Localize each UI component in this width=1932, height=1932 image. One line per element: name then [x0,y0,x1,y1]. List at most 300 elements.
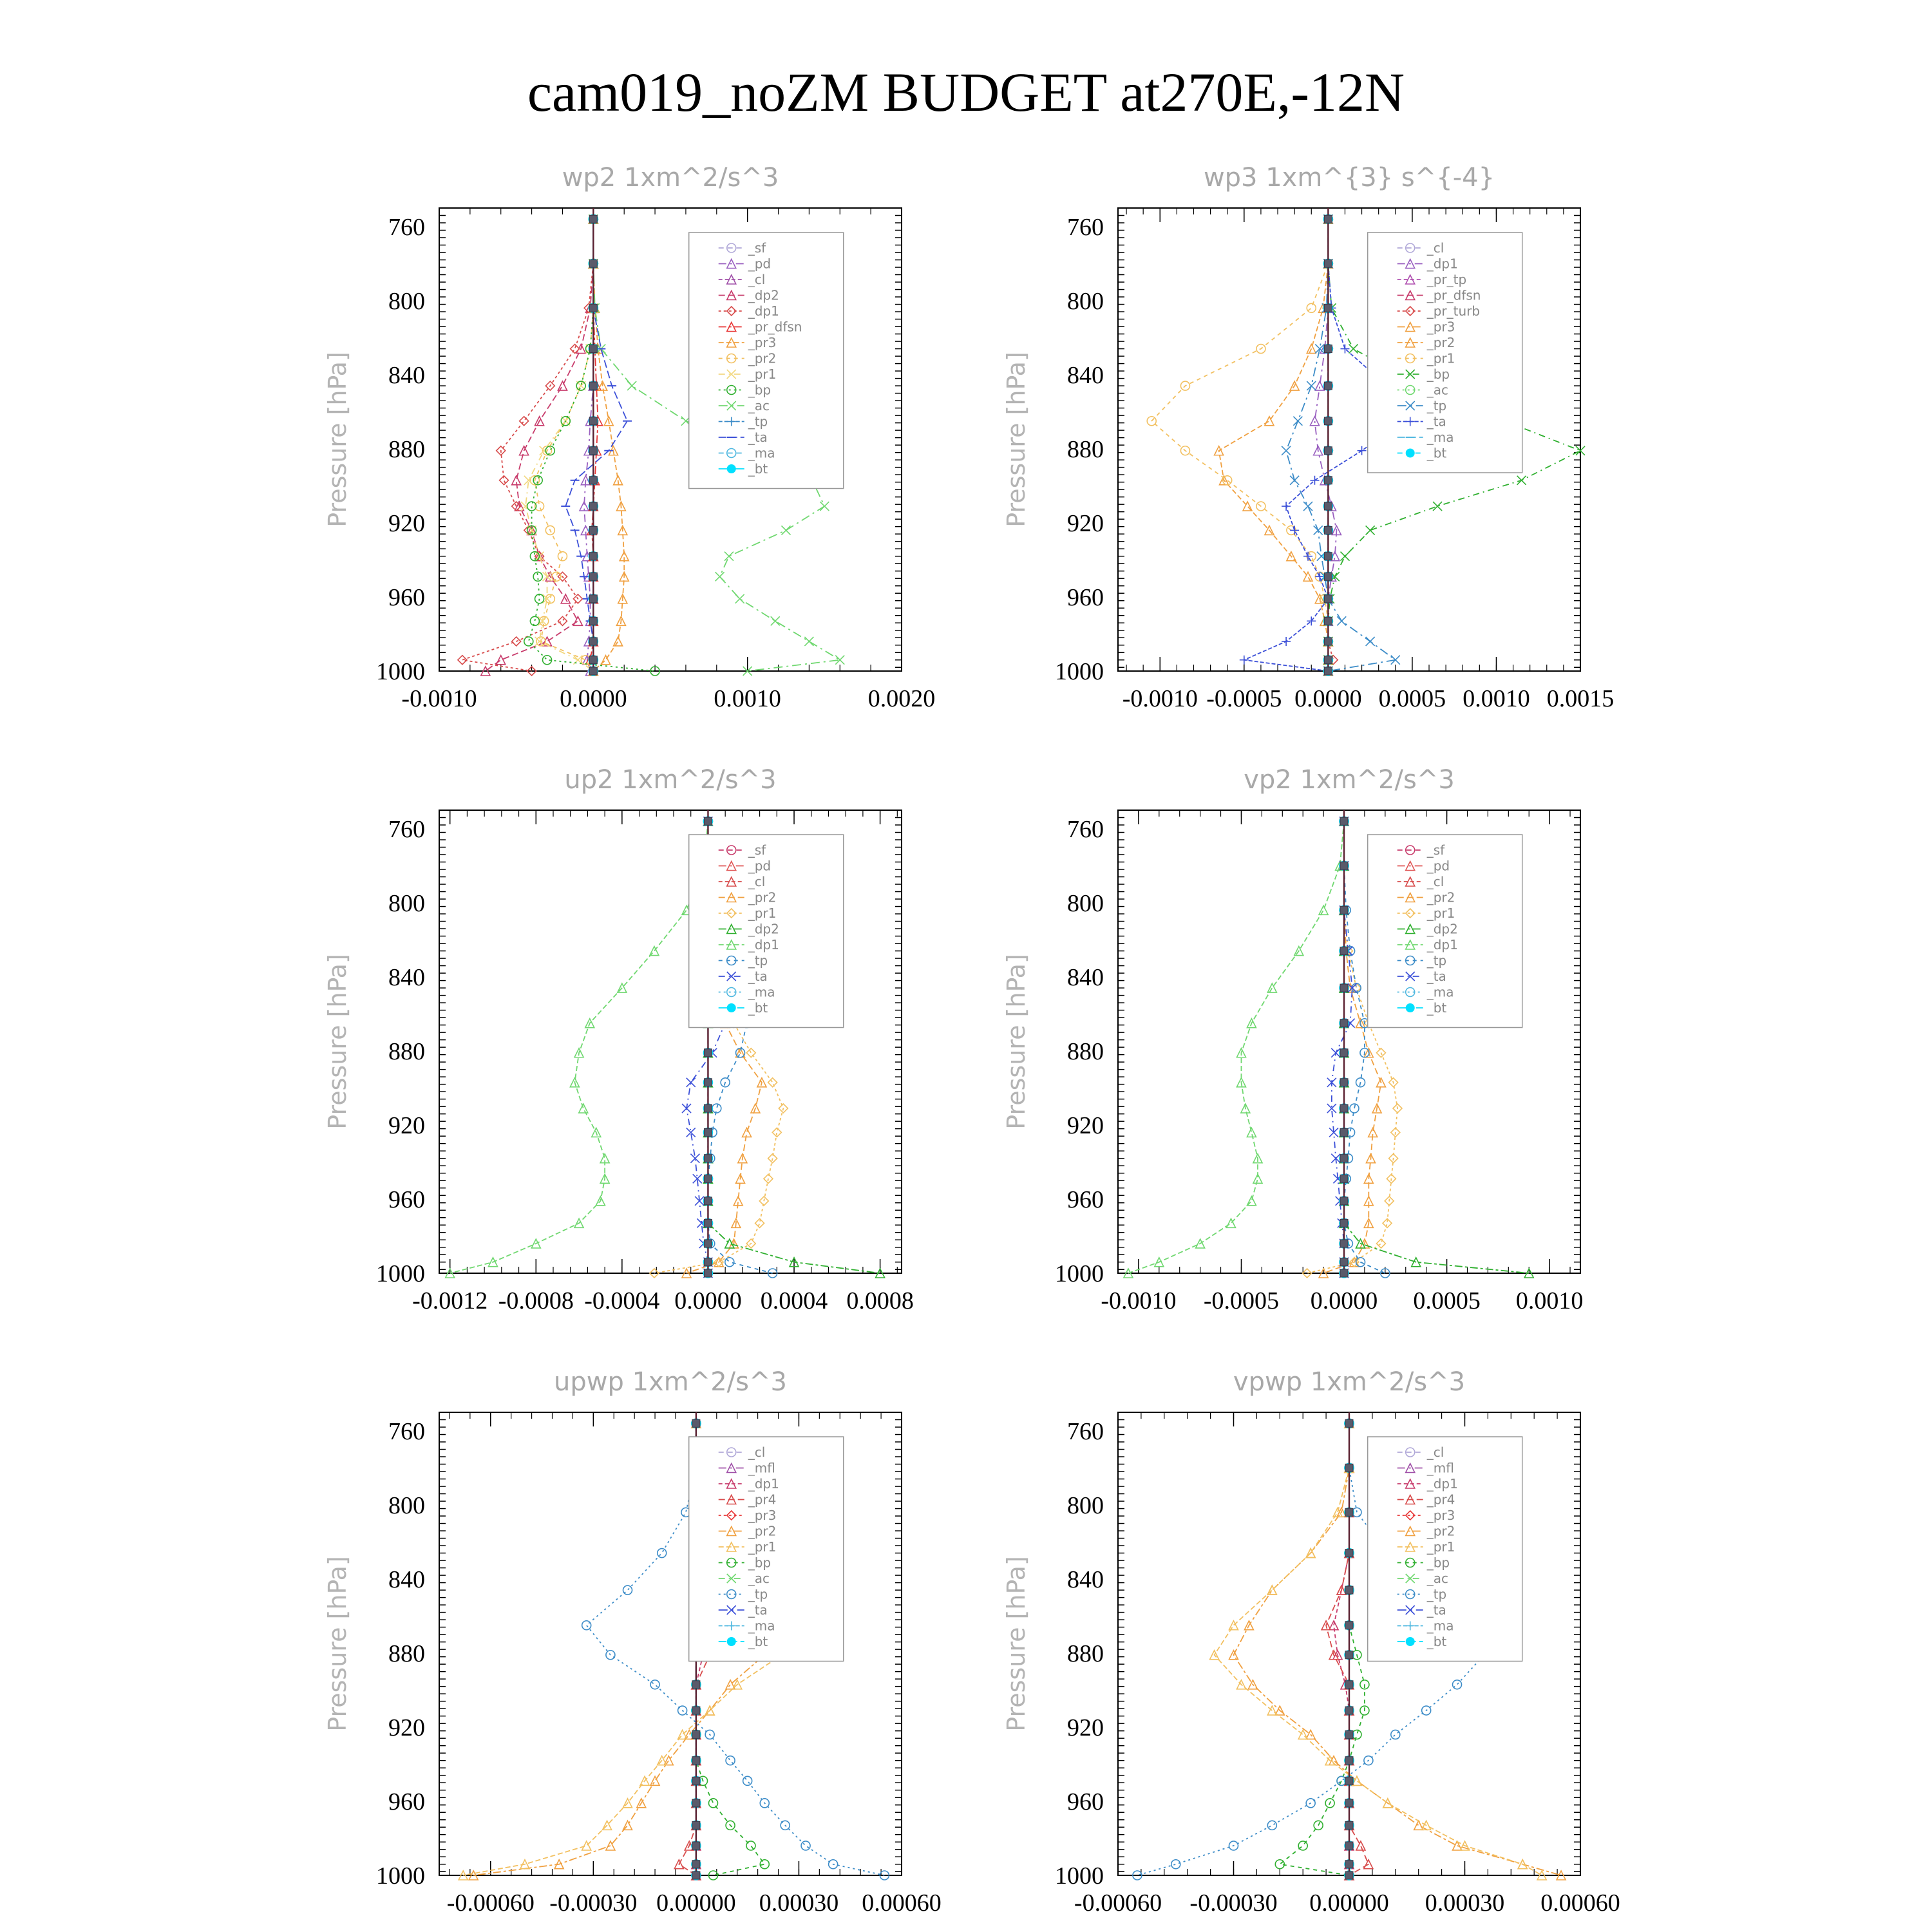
zero-marker [1340,1079,1348,1086]
legend-label: _dp1 [1426,1476,1458,1492]
y-tick-label: 1000 [1055,1862,1104,1889]
x-tick-label: 0.00030 [759,1889,839,1917]
legend-label: _ma [1426,430,1454,445]
zero-marker [692,1757,700,1765]
data-point [1366,526,1375,535]
data-point [1376,1239,1385,1248]
data-point [724,552,734,561]
data-point [1298,1841,1307,1850]
legend-label: _pr4 [748,1492,777,1508]
legend-label: _tp [1426,398,1447,413]
y-tick-label: 840 [388,1566,425,1593]
y-tick-label: 880 [388,1037,425,1065]
y-tick-label: 880 [388,435,425,463]
data-point [1293,417,1302,426]
data-point [1282,446,1291,455]
y-tick-label: 800 [1067,1492,1104,1519]
legend-label: _ta [1426,413,1446,430]
x-tick-label: 0.0020 [867,685,936,712]
y-tick-label: 960 [1067,1186,1104,1213]
legend-label: _tp [1426,1586,1447,1602]
y-tick-label: 880 [1067,435,1104,463]
y-tick-label: 880 [1067,1640,1104,1667]
legend-label: _pd [748,858,772,874]
x-tick-label: 0.0010 [1515,1287,1584,1314]
zero-marker [1345,1871,1353,1879]
zero-marker [1324,656,1332,664]
series-pr1 [1147,214,1332,676]
zero-marker [1340,1219,1348,1227]
data-point [1337,616,1346,625]
legend-label: _bt [1426,445,1447,461]
zero-marker [589,417,597,425]
zero-marker [692,1777,700,1785]
zero-marker [692,1861,700,1868]
y-tick-label: 1000 [1055,658,1104,685]
series-line [1128,821,1344,1273]
data-point [768,1078,777,1087]
data-point [743,1776,752,1785]
series-pr2 [1215,214,1333,676]
legend-label: _pr2 [1426,335,1455,350]
zero-marker [1345,1861,1353,1868]
data-point [1517,476,1526,485]
legend-label: _ma [748,984,775,1000]
x-tick-label: 0.0008 [846,1287,914,1314]
zero-marker [1340,1104,1348,1112]
zero-marker [589,260,597,267]
legend-label: _bp [748,1555,772,1571]
series-line [462,219,593,671]
zero-marker [704,1240,712,1247]
legend-label: _pr2 [748,889,777,905]
zero-marker [1345,1799,1353,1807]
data-point [520,417,529,426]
data-point [582,1621,591,1630]
data-point [1303,502,1312,511]
series-line [1151,219,1328,671]
legend-label: _bp [1426,1555,1450,1571]
data-point [497,656,506,665]
data-point [524,637,533,646]
data-point [1240,656,1249,665]
data-point [687,1078,696,1087]
zero-marker [1340,1049,1348,1057]
data-point [715,572,724,581]
data-point [801,1841,810,1850]
legend [689,232,844,489]
data-point [725,1258,734,1267]
legend-label: _pr1 [1426,350,1455,366]
legend-label: _mfl [748,1460,775,1476]
legend [689,1437,844,1662]
data-point [820,502,829,511]
legend-label: _sf [1426,842,1445,858]
y-tick-label: 880 [388,1640,425,1667]
data-point [1290,476,1299,485]
x-tick-label: 0.0010 [714,685,781,712]
x-tick-label: 0.0005 [1378,685,1446,712]
panel-title: upwp 1xm^2/s^3 [554,1367,787,1397]
y-tick-label: 920 [388,1112,425,1139]
y-tick-label: 840 [1067,963,1104,991]
legend-label: _ta [748,1602,768,1618]
data-point [726,1756,735,1765]
panel-1 [323,163,935,712]
x-tick-label: -0.0008 [498,1287,574,1314]
legend-marker [727,1003,736,1012]
panel-title: vpwp 1xm^2/s^3 [1233,1367,1466,1397]
legend-label: _dp1 [1426,256,1458,272]
panel-4 [1002,765,1583,1314]
zero-marker [1345,1707,1353,1714]
data-point [1340,552,1349,561]
y-tick-label: 760 [388,1417,425,1445]
zero-marker [1340,817,1348,825]
y-tick-label: 760 [388,213,425,241]
panel-title: wp3 1xm^{3} s^{-4} [1203,163,1495,193]
legend-label: _ma [1426,1618,1454,1634]
x-tick-label: 0.00060 [862,1889,942,1917]
data-point [1247,1128,1256,1137]
zero-marker [1345,1508,1353,1516]
legend-label: _pr3 [1426,1508,1455,1523]
legend-label: _bt [1426,1000,1447,1016]
legend-label: _dp2 [748,921,779,937]
zero-marker [1345,1842,1353,1850]
legend-label: _dp1 [748,303,779,319]
x-tick-label: 0.0004 [760,1287,828,1314]
zero-marker [1324,215,1332,223]
zero-marker [1324,417,1332,425]
data-point [558,616,567,625]
x-tick-label: 0.0015 [1546,685,1615,712]
data-point [573,616,582,625]
y-tick-label: 960 [1067,1788,1104,1815]
legend-label: _pr_dfsn [1426,287,1481,303]
zero-marker [1340,1155,1348,1162]
zero-marker [589,667,597,675]
y-tick-label: 960 [388,1186,425,1213]
data-point [760,1860,769,1869]
zero-marker [1345,1777,1353,1785]
data-point [552,572,561,581]
data-point [708,1799,717,1808]
zero-marker [1340,1269,1348,1277]
legend-label: _pr4 [1426,1492,1455,1508]
legend-label: _bt [748,461,768,477]
zero-marker [1340,1019,1348,1027]
data-point [1453,1680,1462,1689]
zero-marker [1324,638,1332,645]
data-point [746,1048,755,1057]
zero-marker [692,1419,700,1427]
figure-title: cam019_noZM BUDGET at270E,-12N [527,61,1405,123]
y-tick-label: 760 [1067,213,1104,241]
series-bp [1275,1419,1369,1880]
legend-label: _pr2 [1426,889,1455,905]
zero-marker [589,595,597,603]
zero-marker [1345,1586,1353,1594]
legend-marker [1406,1003,1415,1012]
data-point [1267,983,1276,992]
data-point [1171,1860,1180,1869]
legend-label: _cl [1426,1444,1444,1460]
x-tick-label: -0.0004 [584,1287,660,1314]
zero-marker [1340,1175,1348,1182]
zero-marker [704,1079,712,1086]
zero-marker [1340,1240,1348,1247]
legend-label: _ta [1426,1602,1446,1618]
zero-marker [1324,595,1332,603]
legend-label: _dp1 [748,937,779,952]
zero-marker [1345,1622,1353,1629]
legend [689,835,844,1028]
legend-label: _ma [748,445,775,461]
series-dp1 [1329,1419,1354,1880]
y-tick-label: 1000 [1055,1260,1104,1287]
legend-label: _cl [748,874,766,889]
data-point [1267,1821,1276,1830]
legend-label: _ta [748,969,768,984]
legend-label: _tp [748,413,768,430]
zero-marker [704,1049,712,1057]
data-point [755,1218,764,1227]
data-point [623,1586,632,1595]
y-axis-label: Pressure [hPa] [323,954,352,1130]
y-axis-label: Pressure [hPa] [323,352,352,527]
zero-marker [589,304,597,312]
x-tick-label: -0.00060 [1074,1889,1162,1917]
data-point [1433,502,1442,511]
zero-marker [589,477,597,484]
y-tick-label: 800 [1067,889,1104,917]
series-pr4 [1321,1419,1373,1880]
legend-label: _pr1 [748,905,777,921]
zero-marker [704,817,712,825]
zero-marker [1340,862,1348,869]
panel-title: up2 1xm^2/s^3 [564,765,777,795]
zero-marker [1340,906,1348,914]
legend-label: _pr3 [748,1508,777,1523]
legend-label: _bp [1426,366,1450,382]
y-tick-label: 920 [1067,1112,1104,1139]
zero-marker [1324,617,1332,625]
data-point [1307,303,1316,312]
legend-label: _pr_dfsn [748,319,802,335]
y-axis-label: Pressure [hPa] [1002,954,1030,1130]
y-tick-label: 760 [1067,815,1104,843]
y-tick-label: 880 [1067,1037,1104,1065]
data-point [579,1104,588,1113]
data-point [1314,526,1323,535]
zero-marker [704,1155,712,1162]
x-tick-label: -0.00030 [1189,1889,1278,1917]
y-tick-label: 800 [1067,287,1104,315]
y-tick-label: 800 [388,287,425,315]
x-tick-label: -0.0012 [412,1287,488,1314]
x-tick-label: 0.00000 [1309,1889,1389,1917]
legend-label: _pr2 [748,350,777,366]
data-point [782,526,791,535]
zero-marker [1345,1464,1353,1472]
legend-label: _cl [1426,240,1444,256]
legend-label: _bt [748,1000,768,1016]
zero-marker [704,1219,712,1227]
legend-label: _pr_turb [1426,303,1481,319]
legend-label: _tp [748,952,768,969]
y-tick-label: 1000 [376,1862,425,1889]
x-tick-label: 0.0000 [674,1287,742,1314]
panel-title: vp2 1xm^2/s^3 [1244,765,1455,795]
data-point [558,381,567,390]
y-tick-label: 920 [388,1714,425,1741]
legend-label: _ac [748,1571,770,1586]
y-axis-label: Pressure [hPa] [1002,352,1030,527]
zero-marker [1324,447,1332,455]
legend-label: _ta [1426,969,1446,984]
x-tick-label: -0.00030 [549,1889,638,1917]
zero-marker [1324,260,1332,267]
panel-3 [323,765,914,1314]
y-tick-label: 800 [388,1492,425,1519]
zero-marker [1345,1419,1353,1427]
data-point [1356,1841,1365,1850]
legend-label: _pr2 [748,1523,777,1539]
x-tick-label: 0.0000 [1294,685,1362,712]
zero-marker [1345,1757,1353,1765]
series-dp1 [446,817,713,1278]
zero-marker [589,553,597,560]
data-point [571,345,580,354]
zero-marker [589,617,597,625]
y-tick-label: 840 [388,963,425,991]
legend-label: _pr1 [748,366,777,382]
legend-label: _sf [748,842,766,858]
x-tick-label: -0.0010 [401,685,477,712]
y-axis-label: Pressure [hPa] [1002,1556,1030,1732]
x-tick-label: 0.0000 [560,685,627,712]
legend-marker [1406,1637,1415,1646]
x-tick-label: -0.0005 [1206,685,1282,712]
legend-label: _pr1 [1426,905,1455,921]
zero-marker [704,1258,712,1266]
legend-label: _bt [748,1634,768,1649]
x-tick-label: 0.00060 [1540,1889,1620,1917]
legend-marker [1406,449,1415,458]
y-tick-label: 920 [1067,509,1104,537]
data-point [1453,1841,1462,1850]
legend-label: _ac [748,398,770,413]
y-tick-label: 960 [388,583,425,611]
legend-label: _pr3 [748,335,777,350]
legend-label: _cl [748,1444,766,1460]
legend-marker [727,1637,736,1646]
legend-label: _ta [748,430,768,445]
zero-marker [1324,502,1332,510]
y-tick-label: 800 [388,889,425,917]
zero-marker [1324,304,1332,312]
zero-marker [589,382,597,390]
y-axis-label: Pressure [hPa] [323,1556,352,1732]
data-point [658,1549,667,1558]
data-point [650,1680,659,1689]
series-dp2 [481,214,598,676]
zero-marker [1324,345,1332,353]
series-line [1219,219,1329,671]
zero-marker [692,1842,700,1850]
data-point [1265,417,1274,426]
zero-marker [1340,984,1348,992]
data-point [1303,552,1312,561]
legend-label: _pr2 [1426,1523,1455,1539]
x-tick-label: -0.00060 [446,1889,535,1917]
data-point [1391,1730,1400,1739]
x-tick-label: -0.0005 [1203,1287,1280,1314]
legend [1368,835,1522,1028]
data-point [650,1776,659,1785]
y-tick-label: 840 [388,361,425,389]
series-pr1 [521,214,598,676]
data-point [1290,526,1299,535]
data-point [735,594,744,603]
data-point [1307,381,1316,390]
legend-label: _pr1 [748,1539,777,1555]
legend-label: _pr3 [1426,319,1455,335]
legend-label: _bt [1426,1634,1447,1649]
data-point [1366,637,1375,646]
zero-marker [692,1799,700,1807]
legend-label: _dp1 [748,1476,779,1492]
data-point [772,1128,781,1137]
legend-label: _ma [748,1618,775,1634]
legend-label: _ac [1426,1571,1448,1586]
legend-label: _ac [1426,382,1448,398]
zero-marker [704,1175,712,1182]
series-pr3 [589,214,629,676]
data-point [558,552,567,561]
data-point [1358,446,1367,455]
zero-marker [1324,526,1332,534]
y-tick-label: 960 [388,1788,425,1815]
legend-label: _bp [748,382,772,398]
zero-marker [704,1197,712,1205]
data-point [804,637,813,646]
series-bp [524,214,659,676]
zero-marker [1340,1197,1348,1205]
zero-marker [589,638,597,645]
zero-marker [1324,573,1332,580]
zero-marker [704,1104,712,1112]
legend [1368,1437,1522,1662]
zero-marker [692,1707,700,1714]
zero-marker [1324,553,1332,560]
panel-5 [323,1367,942,1917]
zero-marker [1345,1681,1353,1689]
panel-6 [1002,1367,1620,1917]
zero-marker [589,526,597,534]
legend-label: _pr1 [1426,1539,1455,1555]
legend-label: _pd [1426,858,1450,874]
legend-label: _tp [748,1586,768,1602]
zero-marker [1324,477,1332,484]
x-tick-label: 0.0005 [1413,1287,1481,1314]
legend-label: _tp [1426,952,1447,969]
data-point [1331,1048,1340,1057]
series-dp1 [458,214,598,676]
panel-2 [1002,163,1614,712]
x-tick-label: 0.00000 [656,1889,736,1917]
